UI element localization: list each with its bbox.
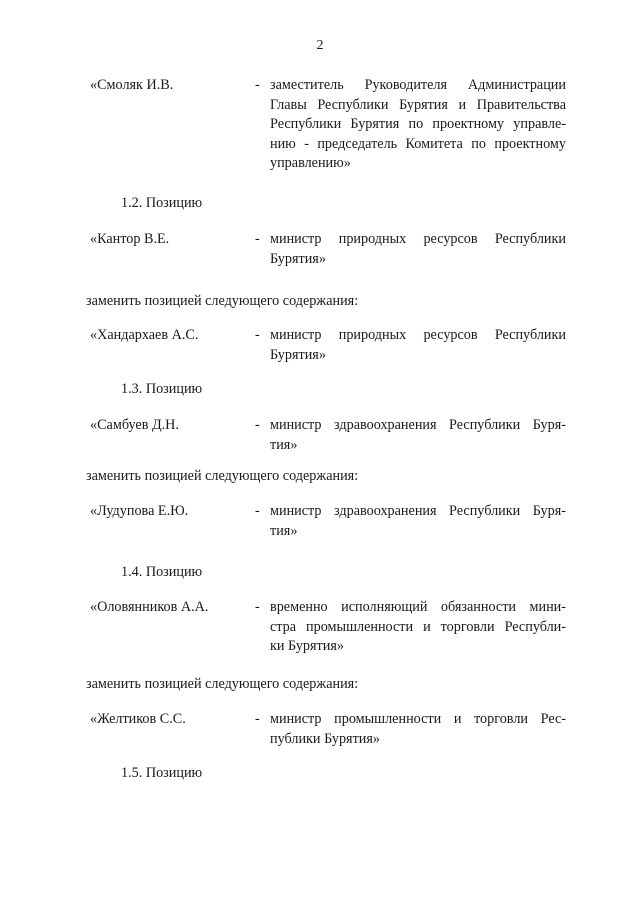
- description-line: Бурятия»: [270, 346, 326, 363]
- dash-separator: -: [255, 327, 260, 343]
- person-name: «Самбуев Д.Н.: [90, 417, 179, 433]
- description-line: временно исполняющий обязанности мини-: [270, 599, 566, 615]
- position-description: [270, 598, 566, 657]
- description-line: ки Бурятия»: [270, 638, 344, 654]
- dash-separator: -: [255, 231, 260, 247]
- dash-separator: -: [255, 503, 260, 519]
- position-description: [270, 710, 566, 749]
- clause-1-3: 1.3. Позицию: [121, 381, 203, 397]
- position-description: [270, 416, 566, 455]
- description-line: Бурятия»: [270, 250, 326, 267]
- page-number: 2: [316, 38, 324, 53]
- replace-instruction: заменить позицией следующего содержания:: [86, 293, 359, 309]
- person-name: «Лудупова Е.Ю.: [90, 503, 189, 519]
- position-description: [270, 326, 566, 365]
- dash-separator: -: [255, 77, 260, 93]
- description-line: министр промышленности и торговли Рес-: [270, 711, 566, 727]
- person-name: «Желтиков С.С.: [90, 711, 186, 727]
- description-line: нию - председатель Комитета по проектному: [270, 135, 566, 152]
- description-line: Главы Республики Бурятия и Правительства: [270, 96, 566, 113]
- dash-separator: -: [255, 711, 260, 727]
- description-line: министр здравоохранения Республики Буря-: [270, 417, 566, 433]
- description-line: министр здравоохранения Республики Буря-: [270, 503, 566, 519]
- replace-instruction: заменить позицией следующего содержания:: [86, 468, 359, 484]
- description-line: стра промышленности и торговли Республи-: [270, 618, 566, 635]
- description-line: министр природных ресурсов Республики: [270, 327, 566, 343]
- person-name: «Смоляк И.В.: [90, 77, 174, 93]
- description-line: заместитель Руководителя Администрации: [270, 77, 566, 93]
- description-line: Республики Бурятия по проектному управле-: [270, 116, 566, 132]
- person-name: «Оловянников А.А.: [90, 599, 209, 615]
- description-line: тия»: [270, 436, 298, 453]
- position-description: [270, 76, 566, 174]
- dash-separator: -: [255, 417, 260, 433]
- person-name: «Кантор В.Е.: [90, 231, 170, 247]
- description-line: тия»: [270, 522, 298, 539]
- clause-1-2: 1.2. Позицию: [121, 195, 203, 211]
- position-description: [270, 502, 566, 541]
- person-name: «Хандархаев А.С.: [90, 327, 199, 343]
- dash-separator: -: [255, 599, 260, 615]
- description-line: управлению»: [270, 155, 351, 171]
- position-description: [270, 230, 566, 269]
- clause-1-5: 1.5. Позицию: [121, 765, 203, 781]
- clause-1-4: 1.4. Позицию: [121, 564, 203, 580]
- description-line: публики Бурятия»: [270, 730, 380, 747]
- replace-instruction: заменить позицией следующего содержания:: [86, 676, 359, 692]
- description-line: министр природных ресурсов Республики: [270, 231, 566, 247]
